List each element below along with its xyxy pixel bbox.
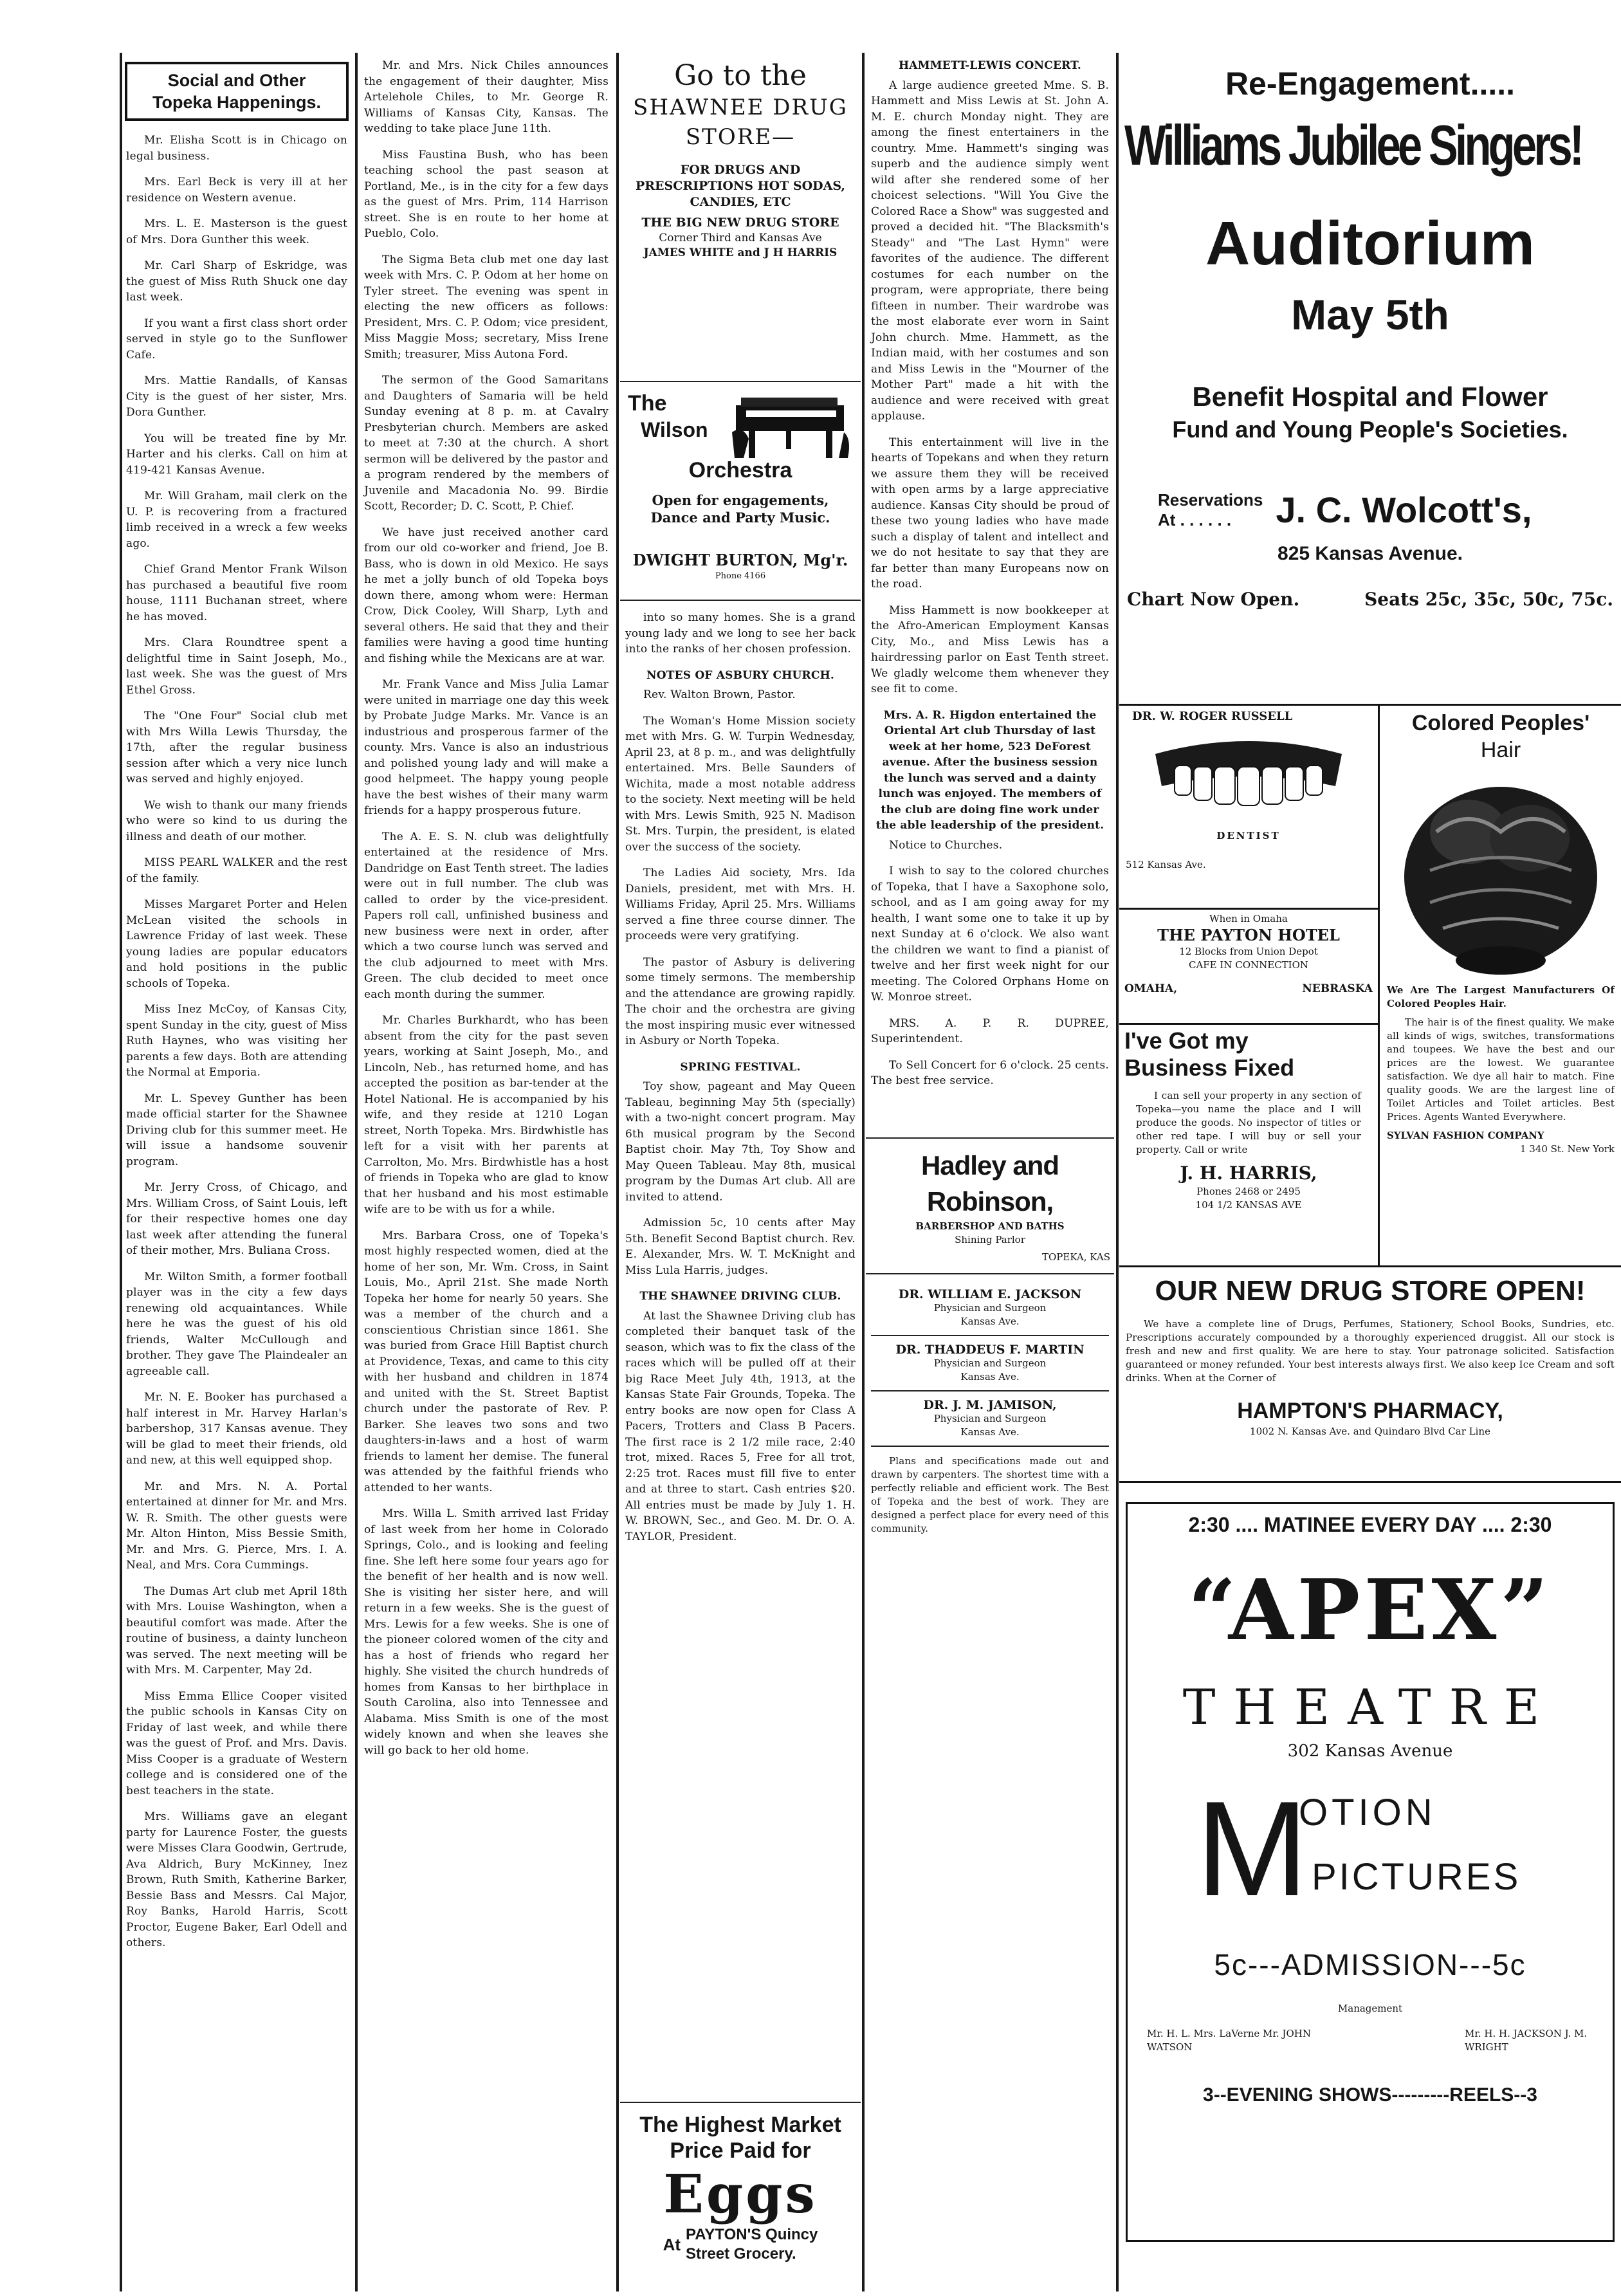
drugstore-text: We have a complete line of Drugs, Perfumes, Stationery, School Books, Sundries, etc. Prescriptions accurately compounded by a thoroughly experienced druggist. All our stock is fresh and new and first quality. We are here to stay. Your patronage solicited. Satisfaction guaranteed or money refunded. Your best interests always first. We also keep Ice Cream and soft drinks. When at the Corner of [1126, 1318, 1615, 1384]
eggs-ad [620, 2109, 861, 2266]
doctor-addr: Kansas Ave. [960, 1371, 1020, 1382]
event-date: May 5th [1291, 291, 1449, 338]
column-rule [862, 53, 865, 2291]
news-item: Mrs. Willa L. Smith arrived last Friday of last week from her home in Colorado Springs, Colo., and is looking and feeling fine. She left here some four years ago for the benefit of her health and is now well. She is visiting her sister here, and will return in a few weeks. She is the guest of Mrs. Lewis for a few weeks. She is one of the pioneer colored women of the city and has a host of friends who regard her highly. She visited the church hundreds of homes from Kansas to her birthplace in South Carolina, also into Tennessee and Alabama. Miss Smith is one of the most widely known and when she leaves she will go back to her old home. [364, 1507, 609, 1757]
hair-title-2: Hair [1480, 738, 1521, 762]
doctor-name: DR. J. M. JAMISON, [923, 1398, 1057, 1412]
doctor-card [871, 1391, 1109, 1447]
drug-ad-address: Corner Third and Kansas Ave [659, 232, 822, 244]
news-item: MRS. A. P. R. DUPREE, Superintendent. [871, 1016, 1109, 1045]
reservations-store: J. C. Wolcott's, [1276, 490, 1532, 530]
hadley-sub: BARBERSHOP AND BATHS [915, 1220, 1065, 1232]
apex-theatre-ad [1126, 1502, 1615, 2242]
fixed-name: J. H. HARRIS, [1180, 1162, 1317, 1184]
news-item: Mrs. Mattie Randalls, of Kansas City is the guest of her sister, Mrs. Dora Gunther. [126, 374, 347, 419]
news-item: Mr. Carl Sharp of Eskridge, was the guest of Miss Ruth Shuck one day last week. [126, 259, 347, 304]
news-heading: SPRING FESTIVAL. [680, 1060, 801, 1074]
drug-ad-products: FOR DRUGS AND PRESCRIPTIONS HOT SODAS, CANDIES, ETC [635, 163, 846, 209]
fixed-phone: Phones 2468 or 2495 [1196, 1186, 1301, 1197]
singers-title: Williams Jubilee Singers! [1124, 113, 1582, 177]
news-item: Miss Emma Ellice Cooper visited the public schools in Kansas City on Friday of last week, and while there was the guest of Prof. and Mrs. Davis. Miss Cooper is a graduate of Western college and is considered one of the best teachers in the state. [126, 1689, 347, 1797]
apex-pictures: PICTURES [1312, 1856, 1521, 1898]
hotel-when: When in Omaha [1209, 913, 1288, 924]
hairpiece-icon [1391, 767, 1610, 980]
apex-evening: 3--EVENING SHOWS---------REELS--3 [1203, 2084, 1537, 2106]
apex-m: M [1196, 1773, 1308, 1924]
orchestra-phone: Phone 4166 [715, 571, 766, 581]
news-item: Rev. Walton Brown, Pastor. [643, 688, 796, 701]
drugstore-title: OUR NEW DRUG STORE OPEN! [1155, 1275, 1586, 1307]
teeth-icon [1142, 728, 1355, 825]
apex-admission: 5c---ADMISSION---5c [1214, 1948, 1526, 1981]
news-heading: Mrs. A. R. Higdon entertained the Oriental Art club Thursday of last week at her home, 523 DeForest avenue. After the business session the lunch was served and a dainty lunch was enjoyed. The members of the club are doing fine work under the able leadership of the president. [875, 708, 1104, 832]
benefit-line-1: Benefit Hospital and Flower [1192, 381, 1548, 412]
column-rule [355, 53, 358, 2291]
news-heading: THE SHAWNEE DRIVING CLUB. [639, 1290, 841, 1303]
doctor-desc: Physician and Surgeon [933, 1302, 1047, 1314]
apex-theatre: THEATRE [1182, 1678, 1558, 1736]
eggs-store-2: Street Grocery. [686, 2245, 796, 2263]
reservations-label: Reservations [1158, 490, 1263, 510]
column-3 [620, 53, 861, 2285]
venue: Auditorium [1205, 209, 1535, 278]
news-item: To Sell Concert for 6 o'clock. 25 cents. The best free service. [871, 1058, 1109, 1087]
shawnee-drug-ad [620, 53, 861, 374]
news-item: Mr. Elisha Scott is in Chicago on legal business. [126, 134, 347, 163]
news-item: This entertainment will live in the hearts of Topekans and when they return we assure them they will be received with open arms by a large appreciative audience. Kansas City should be proud of these two young ladies who have made such a display of talent and intellect and we do not hesitate to say that they are far better than many Europeans now on the road. [871, 436, 1109, 591]
news-item: Mrs. L. E. Masterson is the guest of Mrs. Dora Gunther this week. [126, 217, 347, 246]
news-item: Miss Hammett is now bookkeeper at the Afro-American Employment Kansas City, Mo., and Miss Lewis has a hairdressing parlor on East Tenth street. We gladly welcome them whenever they see fit to come. [871, 603, 1109, 695]
drug-ad-owners: JAMES WHITE and J H HARRIS [643, 246, 838, 259]
news-item: Chief Grand Mentor Frank Wilson has purchased a beautiful five room house, 1111 Buchanan street, where he has moved. [126, 563, 347, 623]
jubilee-singers-ad [1119, 60, 1621, 704]
doctor-addr: Kansas Ave. [960, 1426, 1020, 1438]
news-item: Mr. Frank Vance and Miss Julia Lamar were united in marriage one day this week by Probate Judge Marks. Mr. Vance is an industrious and prosperous farmer of the county. Mrs. Vance is also an industrious and polished young lady and will make a good helpmeet. The happy young people have the best wishes of their many warm friends for a happy prosperous future. [364, 678, 609, 817]
news-item: At last the Shawnee Driving club has completed their banquet task of the season, which was to fix the class of the races which will be pulled off at their big Race Meet July 4th, 1913, at the Kansas State Fair Grounds, Topeka. The entry books are now open for Class A Pacers, Trotters and Class B Pacers. The first race is 2 1/2 mile race, 2:40 trot, mixed. Races 5, Free for all trot, 2:25 trot. Races must fill five to enter and at three to start. Cash entries $20. All entries must be made by July 1. H. W. BROWN, Sec., and Geo. M. Dr. O. A. TAYLOR, President. [625, 1309, 856, 1543]
column-1 [121, 53, 353, 2285]
news-item: The sermon of the Good Samaritans and Daughters of Samaria will be held Sunday evening at 8 p. m. at Cavalry Presbyterian church. Members are asked to meet at 7:30 at the church. A short sermon will be delivered by the pastor and a program rendered by the members of Juvenile and Macadonia No. 99. Birdie Scott, Recorder; D. C. Scott, P. Chief. [364, 374, 609, 513]
fixed-text: I can sell your property in any section of Topeka—you name the place and I will produce the goods. No inspector of titles or other red tape. I will buy or sell your property. Call or write [1136, 1090, 1361, 1155]
news-item: Mr. and Mrs. N. A. Portal entertained at dinner for Mr. and Mrs. W. R. Smith. The other guests were Mr. Alton Hinton, Miss Bessie Smith, Mr. and Mrs. G. Pierce, Mrs. I. A. Neal, and Mrs. Cora Cummings. [126, 1480, 347, 1572]
doctor-card [871, 1281, 1109, 1336]
apex-matinee: 2:30 .... MATINEE EVERY DAY .... 2:30 [1188, 1513, 1552, 1536]
news-item: The A. E. S. N. club was delightfully entertained at the residence of Mrs. Dandridge on East Tenth street. The ladies were out in full number. The club was called to order by the vice-president. Papers roll call, unfinished business and new business were next in order, after which a two course lunch was served and the club adjourned to meet with Mrs. Green. The club decided to meet once each month during the summer. [364, 830, 609, 1001]
column-rule [616, 53, 619, 2291]
news-item: Mrs. Clara Roundtree spent a delightful time in Saint Joseph, Mo., last week. She was the guest of Mrs Ethel Gross. [126, 636, 347, 697]
eggs-word: Eggs [663, 2163, 818, 2225]
column-4 [866, 53, 1114, 2285]
dentist-address: 512 Kansas Ave. [1126, 859, 1206, 870]
hair-company: SYLVAN FASHION COMPANY [1387, 1130, 1544, 1141]
apex-management: Management [1337, 2003, 1403, 2014]
news-item: Mrs. Earl Beck is very ill at her residence on Western avenue. [126, 176, 347, 205]
news-item: We have just received another card from our old co-worker and friend, Joe B. Bass, who is down in old Mexico. He says he met a jolly bunch of old Topeka boys down there, among whom were: Herman Crow, Dick Cooley, Will Sharp, Lyth and several others. He said that they and their families were having a good time hunting and fishing while the Mexicans are at war. [364, 526, 609, 665]
doctor-name: DR. THADDEUS F. MARTIN [895, 1343, 1085, 1357]
news-heading: NOTES OF ASBURY CHURCH. [646, 668, 834, 682]
orchestra-text: Open for engagements, Dance and Party Music. [650, 492, 830, 526]
chart-open: Chart Now Open. [1127, 589, 1300, 610]
news-items [620, 607, 861, 2095]
fixed-title-2: Business Fixed [1124, 1054, 1295, 1081]
news-item: We wish to thank our many friends who were so kind to us during the illness and death of our mother. [126, 798, 347, 843]
drugstore-address: 1002 N. Kansas Ave. and Quindaro Blvd Car Line [1250, 1426, 1490, 1437]
news-items [121, 133, 353, 1951]
news-item: Mr. Will Graham, mail clerk on the U. P. is recovering from a fractured limb received in a wreck a few weeks ago. [126, 490, 347, 550]
doctor-name: DR. WILLIAM E. JACKSON [898, 1287, 1082, 1301]
drug-ad-line-3: STORE— [685, 124, 796, 150]
hotel-name: THE PAYTON HOTEL [1157, 926, 1340, 944]
column-5 [1119, 53, 1621, 2285]
hadley-name: Hadley and Robinson, [920, 1150, 1059, 1217]
news-item: Mr. Wilton Smith, a former football player was in the city a few days renewing old acquaintances. While here he was the guest of his old friends, Walter McCullough and brother. They gave The Plaindealer an agreeable call. [126, 1270, 347, 1378]
doctor-desc: Physician and Surgeon [933, 1357, 1047, 1369]
hair-ad [1380, 706, 1621, 1265]
news-item: Admission 5c, 10 cents after May 5th. Benefit Second Baptist church. Rev. E. Alexander, Mrs. W. T. McKnight and Miss Lula Harris, judges. [625, 1217, 856, 1277]
news-item: I wish to say to the colored churches of Topeka, that I have a Saxophone solo, school, and as I am going away for my health, I want some one to take it up by next Sunday at 6 o'clock. We also want the children we want to find a pianist of twelve and her first week night for our meeting. The Colored Orphans Home on W. Monroe street. [871, 865, 1109, 1004]
column-2 [359, 53, 614, 2285]
apex-address: 302 Kansas Avenue [1287, 1741, 1453, 1761]
news-item: Miss Faustina Bush, who has been teaching school the past season at Portland, Me., is in the city for a few days as the guest of Mrs. Prim, 114 Harrison street. She is en route to her home at Pueblo, Colo. [364, 148, 609, 240]
orchestra-manager: DWIGHT BURTON, Mg'r. [632, 551, 848, 569]
reservations-address: 825 Kansas Avenue. [1278, 543, 1463, 564]
hadley-address: TOPEKA, KAS [1041, 1251, 1110, 1263]
drug-ad-line-1: Go to the [674, 59, 807, 92]
drugstore-name: HAMPTON'S PHARMACY, [1237, 1399, 1503, 1423]
hadley-line: Shining Parlor [955, 1234, 1025, 1245]
news-item: Toy show, pageant and May Queen Tableau, beginning May 5th (specially) with a two-night concert program. May 6th musical program by the Second Baptist choir. May 7th, Toy Show and May Queen Tableau. May 8th, musical program by the Dumas Art club. All are invited to attend. [625, 1080, 856, 1204]
benefit-line-2: Fund and Young People's Societies. [1172, 416, 1568, 443]
news-item: into so many homes. She is a grand young lady and we long to see her back into the ranks of her chosen profession. [625, 611, 856, 656]
news-item: The Ladies Aid society, Mrs. Ida Daniels, president, met with Mrs. H. Williams Friday, April 25. Mrs. Williams served a fine three course dinner. The proceeds were very gratifying. [625, 867, 856, 942]
drug-ad-line-2: SHAWNEE DRUG [633, 95, 848, 120]
apex-name: “APEX” [1187, 1561, 1553, 1659]
business-fixed-ad [1119, 1025, 1378, 1215]
drug-ad-tagline: THE BIG NEW DRUG STORE [641, 216, 839, 230]
doctor-addr: Kansas Ave. [960, 1316, 1020, 1327]
news-item: Mr. N. E. Booker has purchased a half interest in Mr. Harvey Harlan's barbershop, 317 Kansas avenue. They will be glad to meet their friends, old and new, at this well equipped shop. [126, 1391, 347, 1467]
news-item: You will be treated fine by Mr. Harter and his clerks. Call on him at 419-421 Kansas Avenue. [126, 432, 347, 477]
hotel-state: NEBRASKA [1302, 982, 1373, 995]
seat-prices: Seats 25c, 35c, 50c, 75c. [1364, 589, 1613, 610]
hadley-robinson-ad [866, 1145, 1114, 1267]
hotel-city: OMAHA, [1124, 982, 1177, 995]
section-header-line-2: Topeka Happenings. [152, 93, 322, 112]
eggs-line-2: Price Paid for [670, 2138, 811, 2163]
column-rule [1116, 53, 1119, 2291]
hair-title-1: Colored Peoples' [1411, 711, 1590, 735]
bottom-text: Plans and specifications made out and drawn by carpenters. The shortest time with a perfectly reliable and efficient work. The Best of Topeka and the best of work. They are designed a perfect place for every need of this community. [871, 1455, 1109, 1534]
reservations-at: At . . . . . . [1158, 510, 1232, 529]
piano-icon [729, 394, 852, 463]
doctor-cards [866, 1281, 1114, 1447]
news-item: Mr. and Mrs. Nick Chiles announces the engagement of their daughter, Miss Artelehole Chiles, to Mr. George R. Williams of Kansas City, Kansas. The wedding to take place June 11th. [364, 59, 609, 135]
orchestra-orchestra: Orchestra [688, 458, 792, 482]
apex-otion: OTION [1299, 1792, 1436, 1833]
section-header-line-1: Social and Other [167, 71, 306, 90]
fixed-address: 104 1/2 KANSAS AVE [1195, 1199, 1302, 1211]
news-heading: HAMMETT-LEWIS CONCERT. [899, 59, 1081, 72]
news-item: Notice to Churches. [889, 838, 1003, 852]
news-item: The Sigma Beta club met one day last week with Mrs. C. P. Odom at her home on Tyler street. The evening was spent in electing the new officers as follows: President, Mrs. C. P. Odom; vice president, Miss Maggie Moss; secretary, Miss Irene Smith; treasurer, Miss Autona Ford. [364, 253, 609, 361]
eggs-at: At [663, 2234, 681, 2254]
doctor-desc: Physician and Surgeon [933, 1413, 1047, 1424]
fixed-title-1: I've Got my [1124, 1027, 1249, 1054]
hair-company-address: 1 340 St. New York [1519, 1143, 1615, 1155]
news-item: If you want a first class short order served in style go to the Sunflower Cafe. [126, 317, 347, 362]
news-item: Mr. Jerry Cross, of Chicago, and Mrs. William Cross, of Saint Louis, left for their respective homes one day last week after attending the funeral of their mother, Mrs. Buliana Cross. [126, 1181, 347, 1257]
apex-staff-right: Mr. H. H. JACKSON J. M. WRIGHT [1465, 2028, 1588, 2053]
dentist-title: DENTIST [1216, 830, 1281, 841]
news-items [359, 53, 614, 1774]
news-item: Misses Margaret Porter and Helen McLean visited the schools in Lawrence Friday of last week. These young ladies are popular educators and hold positions in the public schools of Topeka. [126, 898, 347, 990]
orchestra-name: Wilson [641, 418, 708, 441]
apex-staff-left: Mr. H. L. Mrs. LaVerne Mr. JOHN WATSON [1147, 2028, 1311, 2053]
news-item: The pastor of Asbury is delivering some timely sermons. The membership and the attendance are growing rapidly. The choir and the orchestra are giving the most inspiring music ever witnessed in Asbury or North Topeka. [625, 955, 856, 1047]
hotel-line-1: 12 Blocks from Union Depot [1179, 946, 1318, 957]
news-item: Miss Inez McCoy, of Kansas City, spent Sunday in the city, guest of Miss Ruth Haynes, who was visiting her parents a few days. Both are attending the Normal at Emporia. [126, 1003, 347, 1079]
news-item: The Dumas Art club met April 18th with Mrs. Louise Washington, when a beautiful comfort was made. After the routine of business, a dainty luncheon was served. The next meeting will be with Mrs. M. Carpenter, May 2d. [126, 1584, 347, 1676]
news-item: MISS PEARL WALKER and the rest of the family. [126, 856, 347, 885]
eggs-line-1: The Highest Market [639, 2113, 841, 2137]
hotel-line-2: CAFE IN CONNECTION [1188, 959, 1309, 971]
payton-hotel-ad [1119, 910, 1378, 1023]
hair-text-2: The hair is of the finest quality. We make all kinds of wigs, switches, transformations and toupees. We have the best and our prices are the lowest. We guarantee satisfaction. We dye all hair to match. Fine quality goods. We are the largest line of Toilet Articles and Toilet articles. Best Prices. Agents Wanted Everywhere. [1387, 1016, 1615, 1123]
orchestra-the: The [628, 391, 667, 416]
news-item: The "One Four" Social club met with Mrs Willa Lewis Thursday, the 17th, after the regular business session after which a very nice lunch was served and highly enjoyed. [126, 710, 347, 785]
news-items [866, 53, 1114, 1131]
news-item: The Woman's Home Mission society met with Mrs. G. W. Turpin Wednesday, April 23, at 8 p. m., and was delightfully entertained. Mrs. Belle Saunders of Wichita, made a most notable address to the society. Next meeting will be held with Mrs. Lewis Smith, 925 N. Madison St. Mrs. Turpin, the president, is elated over the success of the society. [625, 714, 856, 854]
hair-text-1: We Are The Largest Manufacturers Of Colored Peoples Hair. [1387, 984, 1615, 1009]
dentist-name: DR. W. ROGER RUSSELL [1132, 710, 1293, 723]
wilson-orchestra-ad [620, 389, 861, 593]
news-item: Mrs. Williams gave an elegant party for Laurence Foster, the guests were Misses Clara Goodwin, Gertrude, Ava Aldrich, Bury McKinney, Inez Brown, Ruth Smith, Katherine Barker, Bessie Bass and Messrs. Cal Major, Roy Banks, Harold Harris, Scott Proctor, Eugene Baker, Earl Odell and others. [126, 1810, 347, 1949]
news-item: Mrs. Barbara Cross, one of Topeka's most highly respected women, died at the home of her son, Mr. Wm. Cross, in Saint Louis, Mo., April 21st. She made North Topeka her home for nearly 50 years. She was a member of the church and a conscientious Christian since 1861. She was buried from Grace Hill Baptist church at Providence, Texas, and came to this city with her husband and children in 1874 and united with the St. Street Baptist church under the pastorate of Rev. P. Barker. She leaves two sons and two daughters-in-laws and a host of warm friends to lament her demise. The funeral was attended by the faithful friends who attended to her wants. [364, 1229, 609, 1494]
news-item: Mr. L. Spevey Gunther has been made official starter for the Shawnee Driving club for this summer meet. He will issue a handsome souvenir program. [126, 1092, 347, 1168]
reengagement-title: Re-Engagement..... [1225, 66, 1516, 102]
news-item: Mr. Charles Burkhardt, who has been absent from the city for the past seven years, working at Saint Joseph, Mo., and Lincoln, Neb., has returned home, and has accepted the position as bar-tender at the Hotel National. He is accompanied by his wife, and they reside at 1210 Logan street, North Topeka. Mrs. Birdwhistle has left for a visit with her parents at Carrolton, Mo. Mrs. Birdwhistle has a host of friends in Topeka who are glad to know that her husband and his most estimable wife are to be with us for a while. [364, 1014, 609, 1216]
doctor-card [871, 1336, 1109, 1391]
new-drug-store-ad [1119, 1267, 1621, 1481]
eggs-store: PAYTON'S Quincy [686, 2226, 818, 2243]
section-header [125, 62, 349, 121]
dentist-ad [1119, 706, 1378, 908]
news-item: A large audience greeted Mme. S. B. Hammett and Miss Lewis at St. John A. M. E. church Monday night. They are among the finest entertainers in the country. Mme. Hammett's singing was superb and the audience simply went wild after she rendered some of her choicest selections. "Will You Give the Colored Race a Show" was suggested and proved a decided hit. "The Blacksmith's Steady" and "The Last Hymn" were favorites of the audience. The different costumes for each number on the program, were appropriate, there being fifteen in number. Their wardrobe was the most elaborate ever worn in Saint John church. Mme. Hammett, as the Indian maid, with her costumes and son and Miss Lewis in the "Mourner of the Mother Part" made a hit with the audience and were received with great applause. [871, 78, 1109, 423]
